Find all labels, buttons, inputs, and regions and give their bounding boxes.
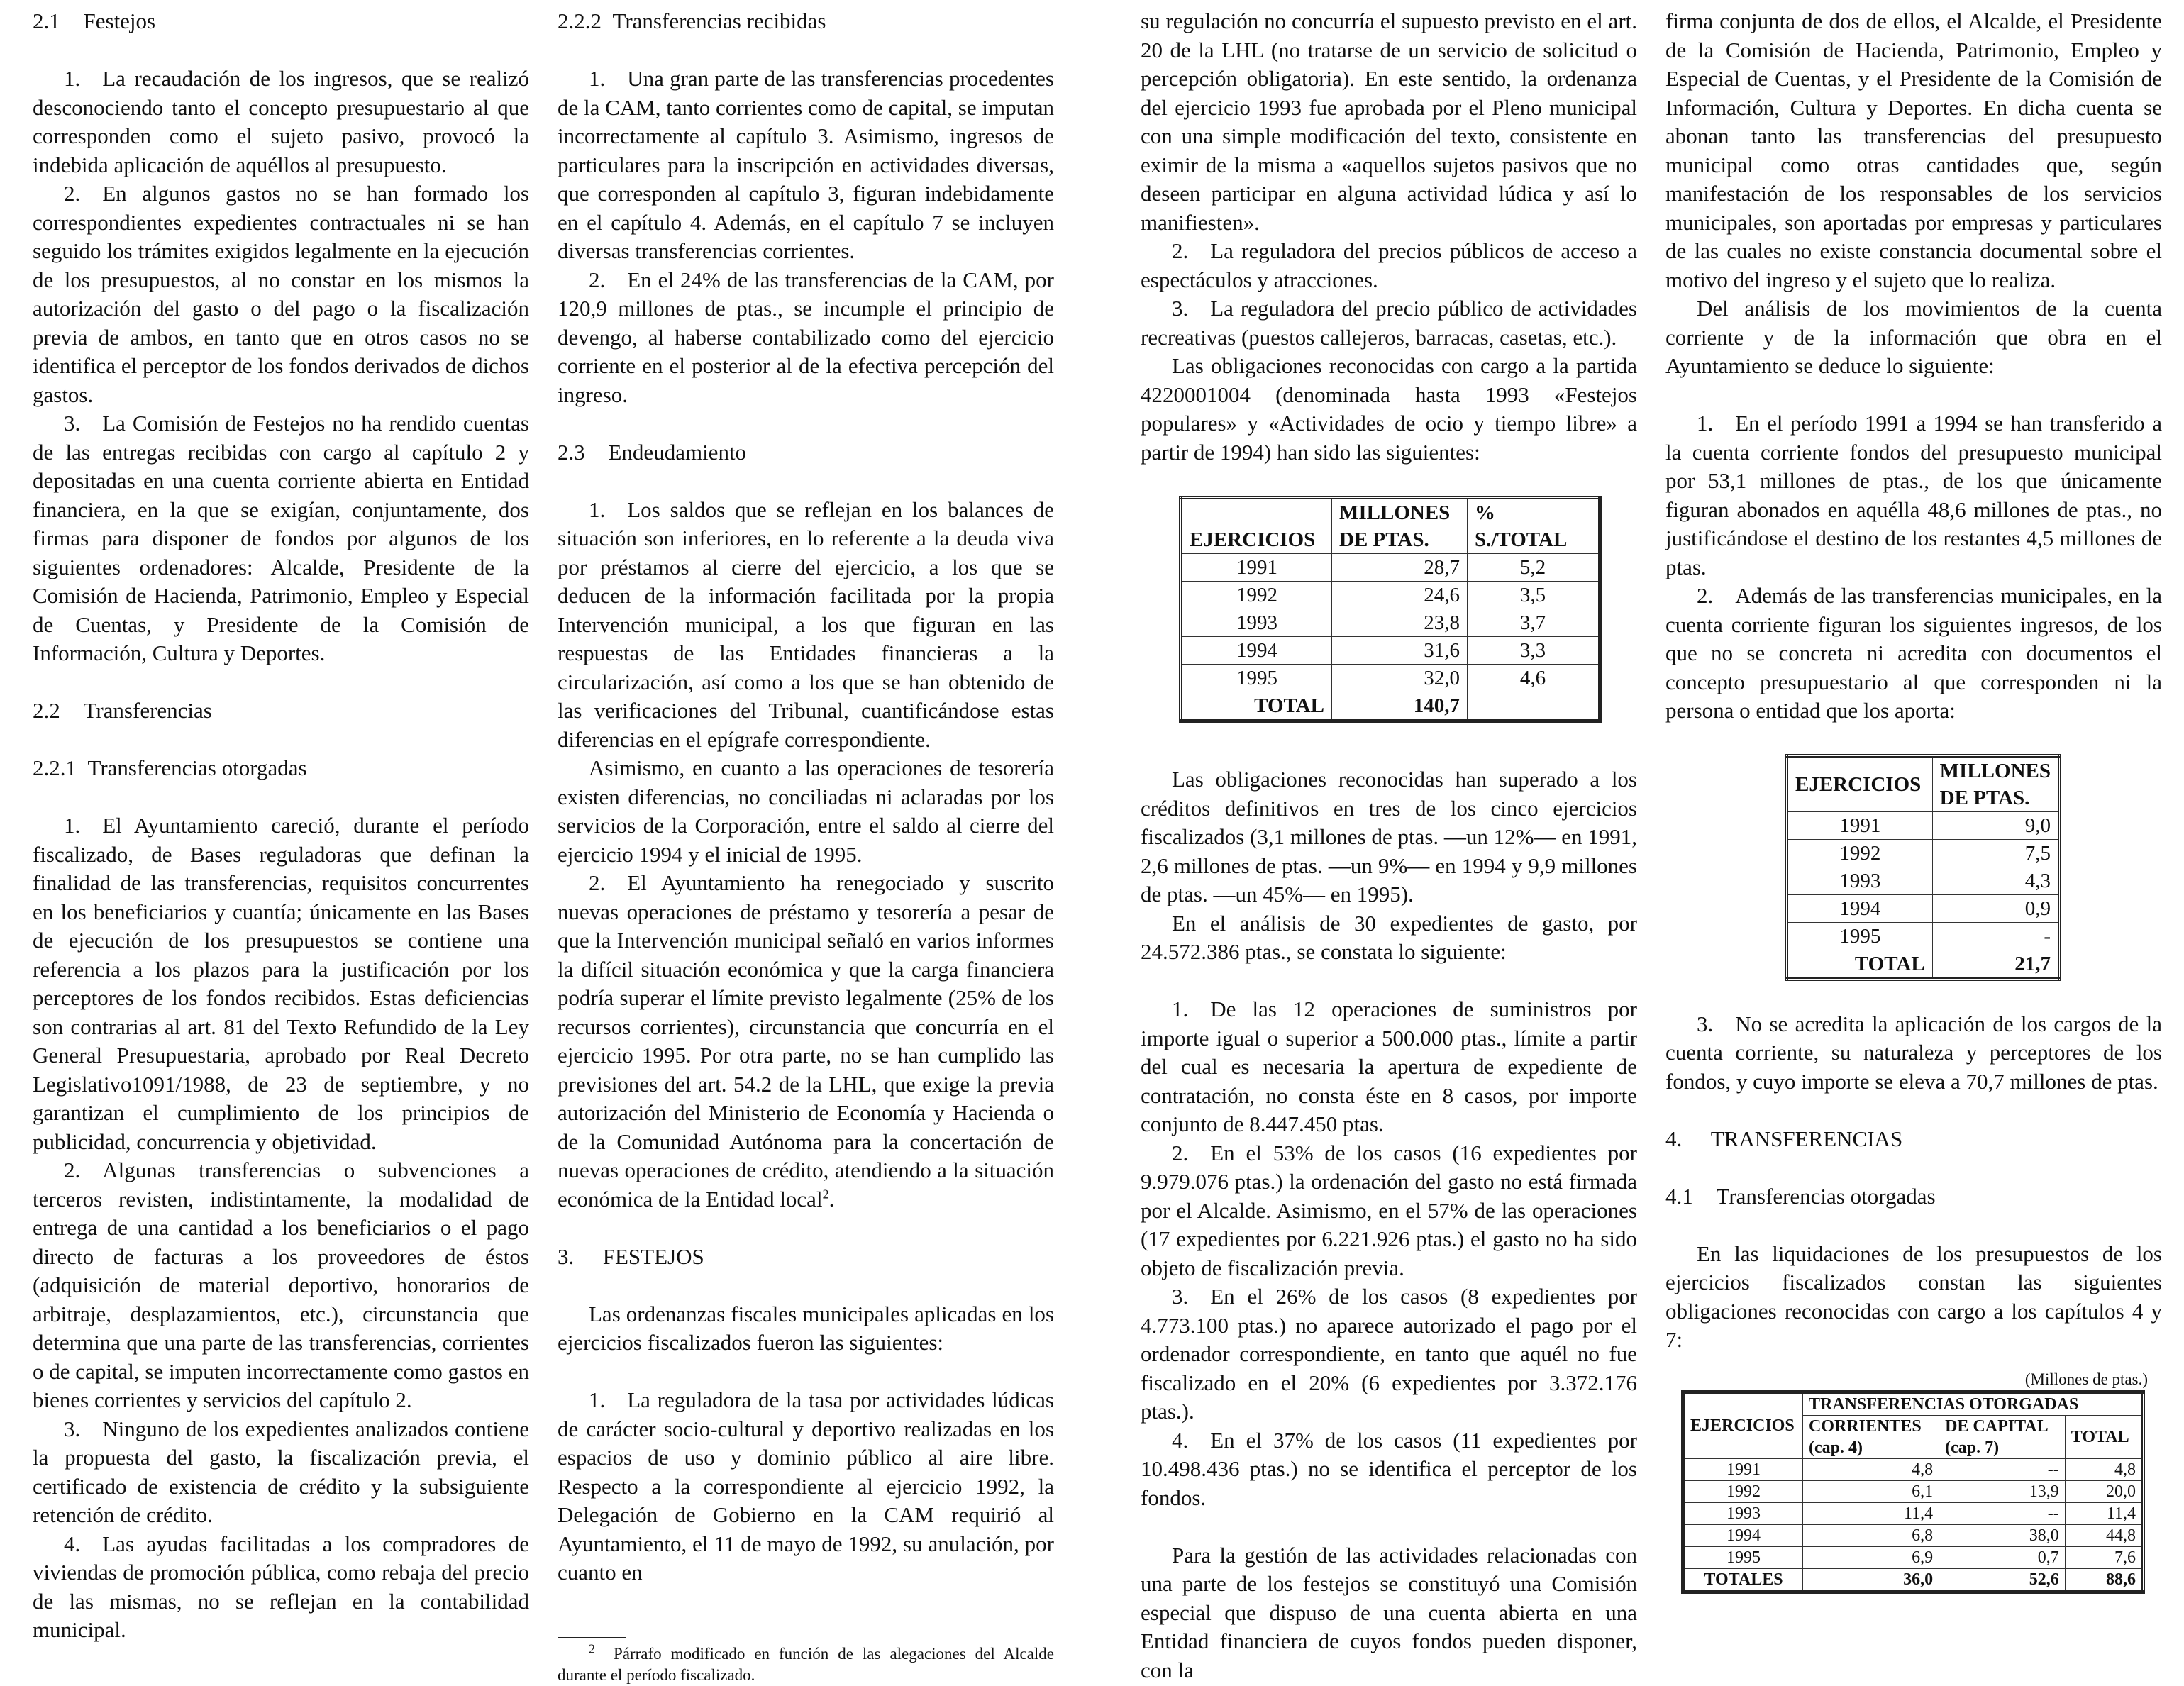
col-header-capital: DE CAPITAL (cap. 7) [1939, 1415, 2066, 1458]
year-cell: 1995 [1787, 923, 1933, 950]
table-row [1683, 1524, 2144, 1546]
col-header-total: TOTAL [2065, 1415, 2143, 1458]
paragraph: 1. La recaudación de los ingresos, que se realizó desconociendo tanto el concepto presupuestario al que corresponden como el sujeto pasivo, provocó la indebida aplicación de aquéllos al presupuesto. [33, 66, 529, 177]
paragraph: 2. La reguladora del precios públicos de acceso a espectáculos y atracciones. [1141, 238, 1637, 292]
corrientes-cell: 6,8 [1803, 1524, 1939, 1546]
year-cell: 1993 [1181, 609, 1332, 636]
table-row [1683, 1546, 2144, 1568]
paragraph: 3. Ninguno de los expedientes analizados contiene la propuesta del gasto, la fiscalización previa, el certificado de existencia de crédito y la subsiguiente retención de crédito. [33, 1416, 529, 1527]
income-table [1785, 754, 2061, 981]
paragraph: En las liquidaciones de los presupuestos de los ejercicios fiscalizados constan las siguientes obligaciones reconocidas con cargo a los capítulos 4 y 7: [1665, 1241, 2162, 1352]
year-cell: 1995 [1181, 664, 1332, 692]
table-row [1787, 895, 2060, 923]
heading-4-1: 4.1 Transferencias otorgadas [1665, 1183, 1936, 1209]
corrientes-cell: 6,1 [1803, 1480, 1939, 1502]
paragraph: En el análisis de 30 expedientes de gasto, por 24.572.386 ptas., se constata lo siguiente: [1141, 910, 1637, 964]
heading-2-3: 2.3 Endeudamiento [558, 439, 747, 465]
total-cell: 11,4 [2065, 1502, 2143, 1524]
paragraph: Del análisis de los movimientos de la cuenta corriente y de la información que obra en el Ayuntamiento se deduce lo siguiente: [1665, 296, 2162, 378]
paragraph: 2. En algunos gastos no se han formado los correspondientes expedientes contractuales ni se han seguido los trámites exigidos legalmente en la ejecución de los presupuestos, al no constar en los mismos la autorización del gasto o del pago o la fiscalización previa de ambos, en tanto que en otros casos no se identifica el perceptor de los fondos derivados de dichos gastos. [33, 181, 529, 407]
year-cell: 1992 [1181, 581, 1332, 609]
col-header-millones: MILLONES DE PTAS. [1932, 756, 2059, 812]
table-row [1181, 553, 1600, 581]
total-cell: 7,6 [2065, 1546, 2143, 1568]
table-row [1683, 1502, 2144, 1524]
total-cell: 20,0 [2065, 1480, 2143, 1502]
paragraph: Las obligaciones reconocidas han superado a los créditos definitivos en tres de los cinco ejercicios fiscalizados (3,1 millones de ptas. —un 12%— en 1991, 2,6 millones de ptas. —un 9%— en 1994 y 9,9 millones de ptas. —un 45%— en 1995). [1141, 767, 1637, 906]
paragraph: 1. En el período 1991 a 1994 se han transferido a la cuenta corriente fondos del presupuesto municipal por 53,1 millones de ptas., de los que únicamente figuran abonados en aquélla 48,6 millones de ptas., no justificándose el destino de los restantes 4,5 millones de ptas. [1665, 411, 2162, 579]
column-2 [558, 7, 1054, 1686]
year-cell: 1993 [1787, 867, 1933, 895]
value-cell: 28,7 [1332, 553, 1468, 581]
paragraph: 2. El Ayuntamiento ha renegociado y suscrito nuevas operaciones de préstamo y tesorería a pesar de que la Intervención municipal señaló en varios informes la difícil situación económica y que la carga financiera podría superar el límite previsto legalmente (25% de los recursos corrientes), circunstancia que concurría en el ejercicio 1995. Por otra parte, no se han cumplido las previsiones del art. 54.2 de la LHL, que exige la previa autorización del Ministerio de Economía y Hacienda o de la Comunidad Autónoma para la concertación de nuevas operaciones de crédito, atendiendo a la situación económica de la Entidad local$^2$. [558, 870, 1054, 1211]
pct-cell: 3,5 [1468, 581, 1600, 609]
paragraph: 1. Los saldos que se reflejan en los balances de situación son inferiores, en lo referente a la deuda viva por préstamos al cierre del ejercicio, a los que se deducen de la información facilitada por la propia Intervención municipal, a los que figuran en las respuestas de las Entidades financieras a la circularización, así como a los que se han obtenido de las verificaciones del Tribunal, cuantificándose estas diferencias en el epígrafe correspondiente. [558, 497, 1054, 752]
year-cell: 1993 [1683, 1502, 1803, 1524]
paragraph: Las ordenanzas fiscales municipales aplicadas en los ejercicios fiscalizados fueron las siguientes: [558, 1301, 1054, 1355]
total-cell: 44,8 [2065, 1524, 2143, 1546]
footnote: $^2$ Párrafo modificado en función de las alegaciones del Alcalde durante el período fiscalizado. [558, 1641, 1055, 1684]
pct-cell: 4,6 [1468, 664, 1600, 692]
pct-cell: 3,7 [1468, 609, 1600, 636]
year-cell: 1991 [1787, 812, 1933, 840]
column-1 [33, 7, 529, 1645]
value-cell: 24,6 [1332, 581, 1468, 609]
paragraph: 4. En el 37% de los casos (11 expedientes por 10.498.436 ptas.) no se identifica el perceptor de los fondos. [1141, 1427, 1637, 1510]
col-header-ejercicios: EJERCICIOS [1683, 1392, 1803, 1458]
capital-cell: -- [1939, 1458, 2066, 1480]
corrientes-cell: 6,9 [1803, 1546, 1939, 1568]
paragraph: Asimismo, en cuanto a las operaciones de tesorería existen diferencias, no conciliadas ni aclaradas por los servicios de la Corporación, entre el saldo al cierre del ejercicio 1994 y el inicial de 1995. [558, 755, 1054, 867]
table-row [1787, 867, 2060, 895]
capital-cell: 13,9 [1939, 1480, 2066, 1502]
year-cell: 1995 [1683, 1546, 1803, 1568]
value-cell: 23,8 [1332, 609, 1468, 636]
total-label: TOTAL [1181, 692, 1332, 721]
year-cell: 1992 [1787, 840, 1933, 867]
value-cell: 0,9 [1932, 895, 2059, 923]
paragraph: 2. Además de las transferencias municipales, en la cuenta corriente figuran los siguientes ingresos, de los que no se concreta ni acredita con documentos el concepto presupuestario al que corresponden ni la persona o entidad que los aporta: [1665, 583, 2162, 723]
col-header-pct: % S./TOTAL [1468, 497, 1600, 553]
paragraph: su regulación no concurría el supuesto previsto en el art. 20 de la LHL (no tratarse de un servicio de solicitud o percepción obligatoria). En este sentido, la ordenanza del ejercicio 1993 fue aprobada por el Pleno municipal con una simple modificación del texto, consistente en eximir de la misma a «aquellos sujetos pasivos que no deseen participar en alguna actividad lúdica y así lo manifiesten». [1141, 9, 1637, 235]
capital-cell: -- [1939, 1502, 2066, 1524]
year-cell: 1991 [1683, 1458, 1803, 1480]
total-value: 140,7 [1332, 692, 1468, 721]
capital-cell: 38,0 [1939, 1524, 2066, 1546]
capital-cell: 0,7 [1939, 1546, 2066, 1568]
col-header-group: TRANSFERENCIAS OTORGADAS [1803, 1392, 2144, 1415]
table-row [1683, 1480, 2144, 1502]
paragraph: 1. El Ayuntamiento careció, durante el período fiscalizado, de Bases reguladoras que definan la finalidad de las transferencias, requisitos concurrentes en los beneficiarios y cuantía; únicamente en las Bases de ejecución de los presupuestos se contiene una referencia a los plazos para la justificación por los perceptores de los fondos recibidos. Estas deficiencias son contrarias al art. 81 del Texto Refundido de la Ley General Presupuestaria, aprobado por Real Decreto Legislativo1091/1988, de 23 de septiembre, y no garantizan el cumplimiento de los principios de publicidad, concurrencia y objetividad. [33, 813, 529, 1154]
paragraph: 2. En el 24% de las transferencias de la CAM, por 120,9 millones de ptas., se incumple el principio de devengo, al haberse contabilizado como del ejercicio corriente en el posterior al de la efectiva percepción del ingreso. [558, 267, 1054, 407]
footnote-rule [558, 1637, 626, 1638]
paragraph: 1. La reguladora de la tasa por actividades lúdicas de carácter socio-cultural y deportivo realizadas en los espacios de uso y dominio público al aire libre. Respecto a la correspondiente al ejercicio 1992, la Delegación de Gobierno en la CAM requirió al Ayuntamiento, el 11 de mayo de 1992, su anulación, por cuanto en [558, 1387, 1054, 1585]
col-header-millones: MILLONES DE PTAS. [1332, 497, 1468, 553]
heading-4: 4. TRANSFERENCIAS [1665, 1126, 1903, 1151]
footnote-ref[interactable]: 2 [822, 1187, 829, 1202]
paragraph: 4. Las ayudas facilitadas a los compradores de viviendas de promoción pública, como rebaja del precio de las mismas, no se reflejan en la contabilidad municipal. [33, 1531, 529, 1642]
value-cell: 4,3 [1932, 867, 2059, 895]
paragraph: 3. La reguladora del precio público de actividades recreativas (puestos callejeros, barracas, casetas, etc.). [1141, 296, 1637, 350]
total-value: 21,7 [1932, 950, 2059, 980]
value-cell: 32,0 [1332, 664, 1468, 692]
heading-2-2-2: 2.2.2 Transferencias recibidas [558, 9, 826, 33]
paragraph: Las obligaciones reconocidas con cargo a la partida 4220001004 (denominada hasta 1993 «Festejos populares» y «Actividades de ocio y tiempo libre» a partir de 1994) han sido las siguientes: [1141, 353, 1637, 465]
table-unit-label: (Millones de ptas.) [2024, 1370, 2148, 1388]
paragraph: 3. En el 26% de los casos (8 expedientes por 4.773.100 ptas.) no aparece autorizado el pago por el ordenador correspondiente, en tanto que aquél no fue fiscalizado en el 20% (6 expedientes por 3.372.176 ptas.). [1141, 1284, 1637, 1424]
corrientes-cell: 4,8 [1803, 1458, 1939, 1480]
col-header-ejercicios: EJERCICIOS [1787, 756, 1933, 812]
year-cell: 1991 [1181, 553, 1332, 581]
paragraph: firma conjunta de dos de ellos, el Alcalde, el Presidente de la Comisión de Hacienda, Patrimonio, Empleo y Especial de Cuentas, y el Presidente de la Comisión de Información, Cultura y Deportes. En dicha cuenta se abonan tanto las transferencias del presupuesto municipal como otras cantidades que, según manifestación de los responsables de los servicios municipales, son aportadas por empresas y particulares de las cuales no existe constancia documental sobre el motivo del ingreso y el sujeto que lo realiza. [1665, 9, 2162, 292]
value-cell: 7,5 [1932, 840, 2059, 867]
heading-2-2: 2.2 Transferencias [33, 698, 212, 723]
total-label: TOTAL [1787, 950, 1933, 980]
paragraph: 3. La Comisión de Festejos no ha rendido cuentas de las entregas recibidas con cargo al capítulo 2 y depositadas en una cuenta corriente abierta en Entidad financiera, en la que se exigían, conjuntamente, dos firmas para disponer de fondos por algunos de los siguientes ordenadores: Alcalde, Presidente de la Comisión de Hacienda, Patrimonio, Empleo y Especial de Cuentas, y Presidente de la Comisión de Información, Cultura y Deportes. [33, 411, 529, 665]
total-cell: 4,8 [2065, 1458, 2143, 1480]
year-cell: 1994 [1181, 636, 1332, 664]
table-row [1181, 636, 1600, 664]
transfers-table [1681, 1390, 2145, 1594]
paragraph: 2. En el 53% de los casos (16 expedientes por 9.979.076 ptas.) la ordenación del gasto no está firmada por el Alcalde. Asimismo, en el 57% de las operaciones (17 expedientes por 6.221.926 ptas.) el gasto no ha sido objeto de fiscalización previa. [1141, 1140, 1637, 1280]
col-header-ejercicios: EJERCICIOS [1181, 497, 1332, 553]
paragraph: 2. Algunas transferencias o subvenciones a terceros revisten, indistintamente, la modalidad de entrega de una cantidad a los beneficiarios o el pago directo de facturas a los proveedores de éstos (adquisición de material deportivo, honorarios de arbitraje, desplazamientos, etc.), circunstancia que determina que una parte de las transferencias, corrientes o de capital, se imputen incorrectamente como gastos en bienes corrientes y servicios del capítulo 2. [33, 1158, 529, 1412]
table-row [1787, 812, 2060, 840]
year-cell: 1994 [1787, 895, 1933, 923]
table-row [1787, 923, 2060, 950]
paragraph: 1. Una gran parte de las transferencias procedentes de la CAM, tanto corrientes como de capital, se imputan incorrectamente al capítulo 3. Asimismo, ingresos de particulares para la inscripción en actividades diversas, que corresponden al capítulo 3, figuran indebidamente en el capítulo 4. Además, en el capítulo 7 se incluyen diversas transferencias corrientes. [558, 66, 1054, 263]
paragraph: 1. De las 12 operaciones de suministros por importe igual o superior a 500.000 ptas., límite a partir del cual es necesaria la apertura de expediente de contratación, no consta éste en 8 casos, por importe conjunto de 8.447.450 ptas. [1141, 997, 1637, 1136]
column-3 [1141, 7, 1637, 1685]
column-4 [1665, 7, 2162, 1594]
heading-2-2-1: 2.2.1 Transferencias otorgadas [33, 755, 307, 780]
paragraph: Para la gestión de las actividades relacionadas con una parte de los festejos se constituyó una Comisión especial que dispuso de una cuenta abierta en una Entidad financiera de cuyos fondos pueden disponer, con la [1141, 1542, 1637, 1682]
table-row [1181, 609, 1600, 636]
pct-cell: 3,3 [1468, 636, 1600, 664]
table-row [1181, 581, 1600, 609]
table-row [1683, 1458, 2144, 1480]
totals-label: TOTALES [1683, 1568, 1803, 1592]
paragraph: 3. No se acredita la aplicación de los cargos de la cuenta corriente, su naturaleza y perceptores de los fondos, y cuyo importe se eleva a 70,7 millones de ptas. [1665, 1011, 2162, 1094]
heading-3: 3. FESTEJOS [558, 1243, 704, 1269]
year-cell: 1994 [1683, 1524, 1803, 1546]
pct-cell: 5,2 [1468, 553, 1600, 581]
obligations-table [1179, 496, 1602, 723]
table-row [1181, 664, 1600, 692]
heading-2-1: 2.1 Festejos [33, 9, 156, 33]
value-cell: 9,0 [1932, 812, 2059, 840]
totals-corrientes: 36,0 [1803, 1568, 1939, 1592]
col-header-corrientes: CORRIENTES (cap. 4) [1803, 1415, 1939, 1458]
value-cell: 31,6 [1332, 636, 1468, 664]
totals-total: 88,6 [2065, 1568, 2143, 1592]
table-row [1787, 840, 2060, 867]
corrientes-cell: 11,4 [1803, 1502, 1939, 1524]
totals-capital: 52,6 [1939, 1568, 2066, 1592]
value-cell: - [1932, 923, 2059, 950]
year-cell: 1992 [1683, 1480, 1803, 1502]
